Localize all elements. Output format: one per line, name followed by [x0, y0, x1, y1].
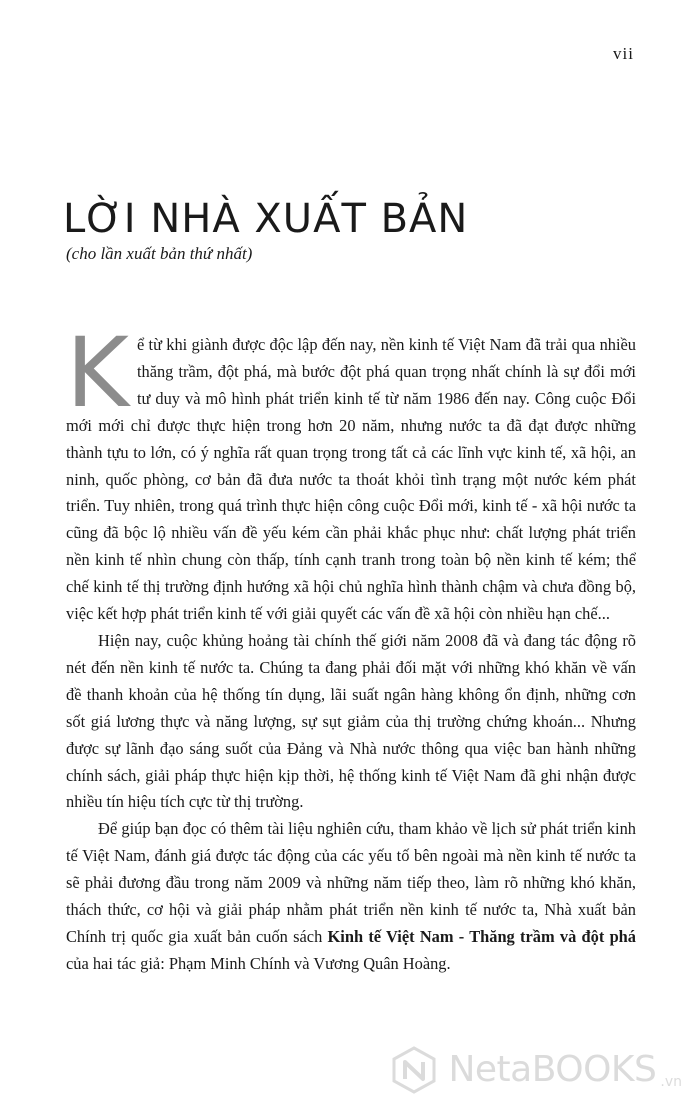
- paragraph-1-text: ể từ khi giành được độc lập đến nay, nền kinh tế Việt Nam đã trải qua nhiều thăng trầm, đột phá, mà bước đột phá quan trọng nhất chính là sự đổi mới tư duy và mô hình phát triển kinh tế từ năm 1986 đến nay. Công cuộc Đổi mới mới chỉ được thực hiện trong hơn 20 năm, nhưng nước ta đã đạt được những thành tựu to lớn, có ý nghĩa rất quan trọng trong tất cả các lĩnh vực kinh tế, xã hội, an ninh, quốc phòng, cơ bản đã đưa nước ta thoát khỏi tình trạng một nước kém phát triển. Tuy nhiên, trong quá trình thực hiện công cuộc Đổi mới, kinh tế - xã hội nước ta cũng đã bộc lộ nhiều vấn đề yếu kém cần phải khắc phục như: chất lượng phát triển nền kinh tế nhìn chung còn thấp, tính cạnh tranh trong toàn bộ nền kinh tế kém; thể chế kinh tế thị trường định hướng xã hội chủ nghĩa hình thành chậm và chưa đồng bộ, việc kết hợp phát triển kinh tế với giải quyết các vấn đề xã hội còn nhiều hạn chế...: [66, 335, 636, 624]
- book-title: Kinh tế Việt Nam - Thăng trầm và đột phá: [327, 926, 636, 946]
- page-number: vii: [613, 44, 634, 63]
- paragraph-3-text-before: Để giúp bạn đọc có thêm tài liệu nghiên cứu, tham khảo về lịch sử phát triển kinh tế Việt Nam, đánh giá được tác động của các yếu tố bên ngoài mà nền kinh tế nước ta sẽ phải đương đầu trong năm 2009 và những năm tiếp theo, làm rõ những khó khăn, thách thức, cơ hội và giải pháp nhằm phát triển nền kinh tế nước ta, Nhà xuất bản Chính trị quốc gia xuất bản cuốn sách: [66, 819, 636, 946]
- netabooks-logo-icon: [390, 1046, 438, 1094]
- body-text: [66, 317, 636, 978]
- paragraph-3: [66, 816, 636, 977]
- paragraph-2: Hiện nay, cuộc khủng hoảng tài chính thế giới năm 2008 đã và đang tác động rõ nét đến nền kinh tế nước ta. Chúng ta đang phải đối mặt với những khó khăn về vấn đề thanh khoản của hệ thống tín dụng, lãi suất ngân hàng không ổn định, những cơn sốt giá lương thực và năng lượng, sự sụt giảm của thị trường chứng khoán... Nhưng được sự lãnh đạo sáng suốt của Đảng và Nhà nước thông qua việc ban hành những chính sách, giải pháp thực hiện kịp thời, hệ thống kinh tế Việt Nam đã ghi nhận được nhiều tín hiệu tích cực từ thị trường.: [66, 630, 636, 812]
- paragraph-3-text-after: của hai tác giả: Phạm Minh Chính và Vương Quân Hoàng.: [66, 953, 451, 973]
- watermark-domain: .vn: [660, 1074, 682, 1090]
- watermark-brand: NetaBOOKS: [448, 1049, 657, 1090]
- paragraph-1: [66, 317, 636, 628]
- page-subtitle: (cho lần xuất bản thứ nhất): [66, 244, 253, 263]
- drop-cap: K: [66, 317, 129, 429]
- page-title: LỜI NHÀ XUẤT BẢN: [63, 196, 469, 242]
- watermark: [390, 1046, 682, 1094]
